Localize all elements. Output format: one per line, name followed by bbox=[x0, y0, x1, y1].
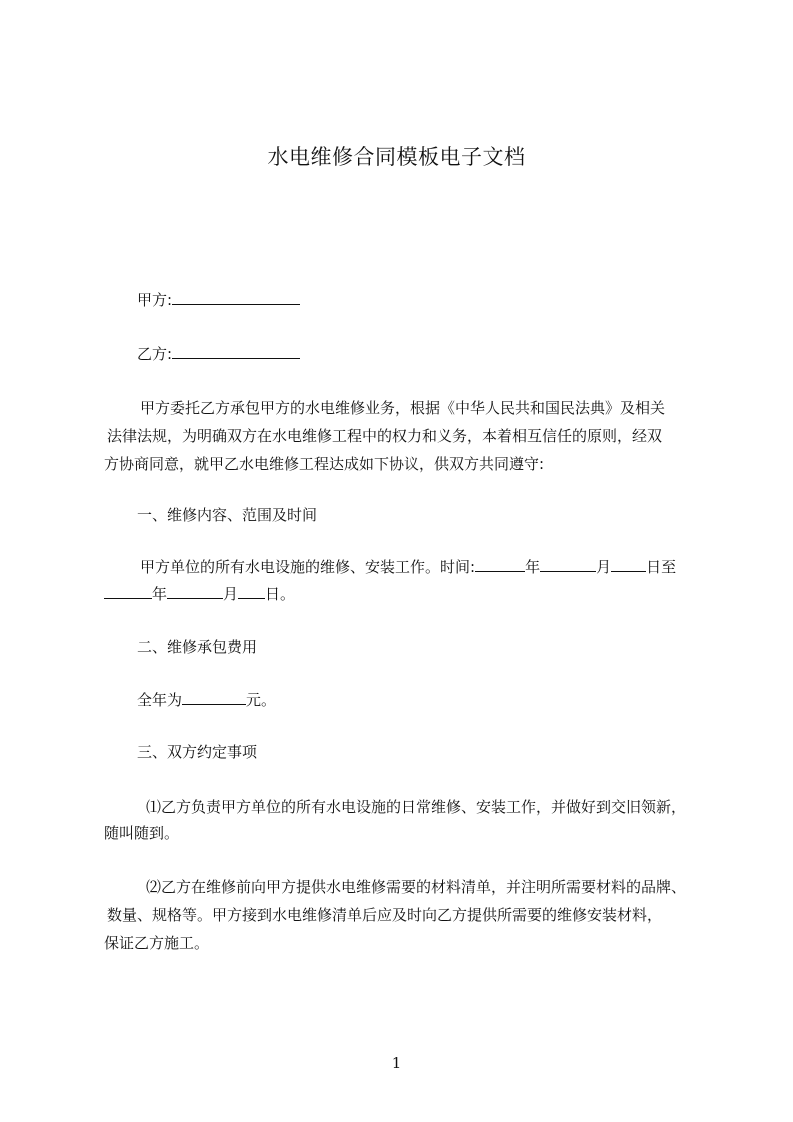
start-day-blank bbox=[611, 557, 646, 572]
fee-prefix: 全年为 bbox=[137, 691, 183, 709]
end-month-blank bbox=[167, 584, 223, 599]
to-label: 至 bbox=[661, 558, 677, 576]
item-2-line-2: 数量、规格等。甲方接到水电维修清单后应及时向乙方提供所需要的维修安装材料， bbox=[107, 906, 663, 924]
end-day-blank bbox=[238, 584, 265, 599]
end-year-blank bbox=[104, 584, 152, 599]
party-a-line bbox=[137, 290, 300, 310]
intro-line-3: 方协商同意，就甲乙水电维修工程达成如下协议，供双方共同遵守: bbox=[104, 455, 545, 473]
party-b-blank bbox=[172, 344, 300, 359]
fee-blank bbox=[182, 690, 246, 705]
page-number: 1 bbox=[391, 1054, 402, 1072]
section-1-line-2 bbox=[104, 584, 295, 604]
item-1-line-2: 随叫随到。 bbox=[104, 824, 180, 842]
end-month-label: 月 bbox=[223, 585, 239, 603]
intro-line-1: 甲方委托乙方承包甲方的水电维修业务，根据《中华人民共和国民法典》及相关 bbox=[140, 399, 666, 417]
section-1-line-1 bbox=[140, 557, 676, 577]
start-day-label: 日 bbox=[646, 558, 662, 576]
document-title: 水电维修合同模板电子文档 bbox=[267, 145, 526, 169]
section-1-heading: 一、维修内容、范围及时间 bbox=[137, 506, 318, 524]
start-year-label: 年 bbox=[525, 558, 541, 576]
section-3-heading: 三、双方约定事项 bbox=[137, 743, 258, 761]
item-2-line-3: 保证乙方施工。 bbox=[104, 934, 210, 952]
item-1-line-1: ⑴乙方负责甲方单位的所有水电设施的日常维修、安装工作，并做好到交旧领新， bbox=[146, 798, 687, 816]
section-2-fee-line bbox=[137, 690, 276, 710]
end-day-label: 日。 bbox=[265, 585, 296, 603]
party-a-label: 甲方: bbox=[137, 291, 173, 309]
start-month-label: 月 bbox=[596, 558, 612, 576]
start-month-blank bbox=[540, 557, 596, 572]
section-1-text: 甲方单位的所有水电设施的维修、安装工作。时间: bbox=[140, 558, 476, 576]
end-year-label: 年 bbox=[152, 585, 168, 603]
party-a-blank bbox=[172, 290, 300, 305]
party-b-label: 乙方: bbox=[137, 345, 173, 363]
fee-suffix: 元。 bbox=[246, 691, 277, 709]
intro-line-2: 法律法规，为明确双方在水电维修工程中的权力和义务，本着相互信任的原则，经双 bbox=[107, 427, 663, 445]
item-2-line-1: ⑵乙方在维修前向甲方提供水电维修需要的材料清单，并注明所需要材料的品牌、 bbox=[146, 878, 687, 896]
start-year-blank bbox=[475, 557, 525, 572]
section-2-heading: 二、维修承包费用 bbox=[137, 638, 258, 656]
party-b-line bbox=[137, 344, 300, 364]
